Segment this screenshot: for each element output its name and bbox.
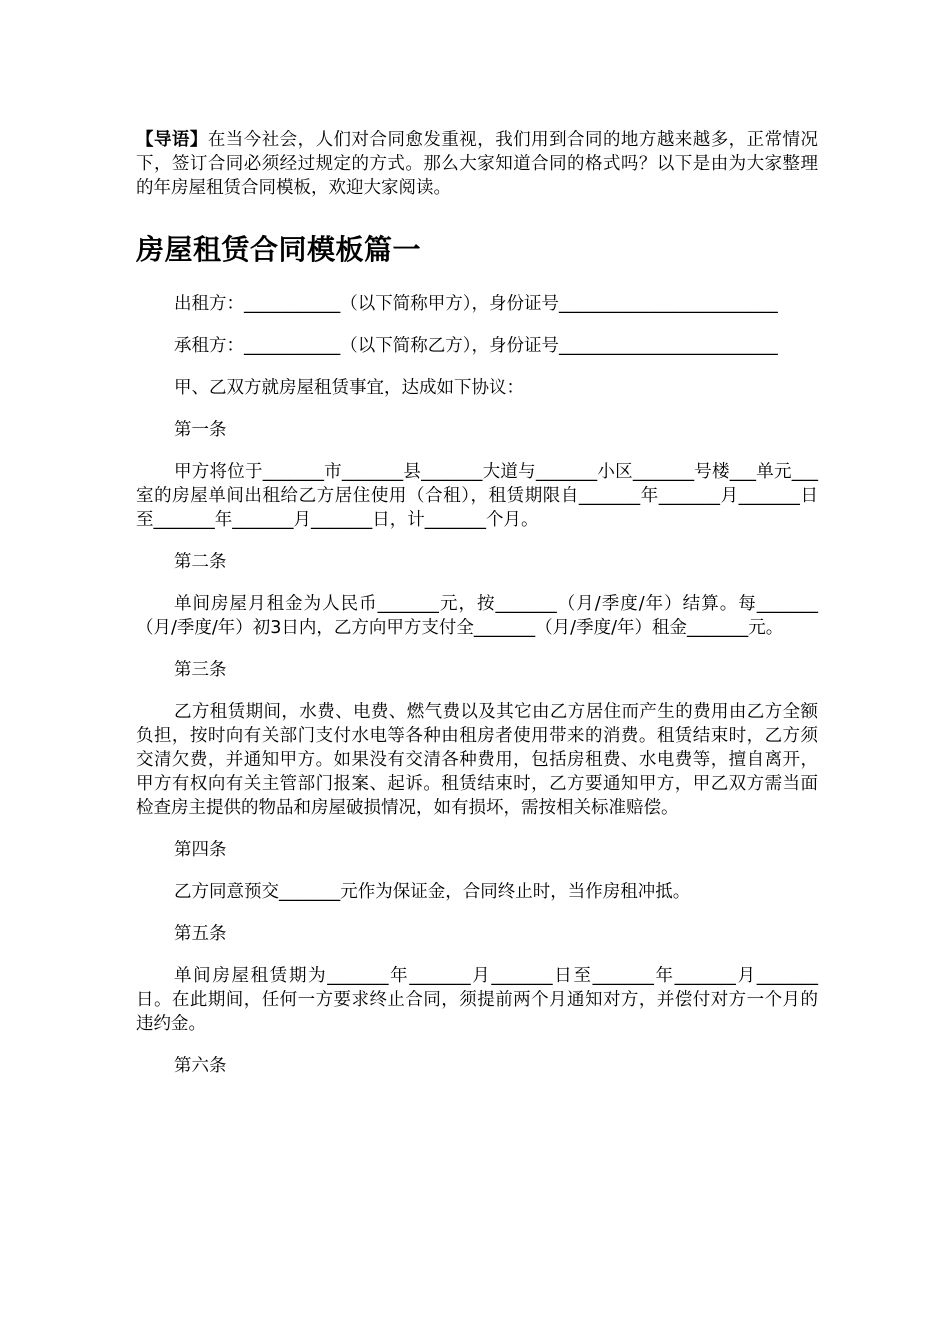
- article-5-body: 单间房屋租赁期为_______年_______月_______日至_______年_______月_______日。在此期间，任何一方要求终止合同，须提前两个月通知对方，并偿付对方一个月的违约金。: [136, 966, 818, 1034]
- article-3-heading: 第三条: [174, 660, 227, 680]
- article-6-heading: 第六条: [174, 1056, 227, 1076]
- article-1-body: 甲方将位于_______市_______县_______大道与_______小区_______号楼___单元___室的房屋单间出租给乙方居住使用（合租），租赁期限自_______年_______月_______日至_______年_______月_______日，计_______个月。: [136, 462, 818, 530]
- article-1-heading: 第一条: [174, 420, 227, 440]
- lessee-line: 承租方：___________（以下简称乙方），身份证号_________________________: [174, 336, 778, 356]
- article-2-heading: 第二条: [174, 552, 227, 572]
- document-content: [136, 128, 818, 1096]
- article-2-body: 单间房屋月租金为人民币_______元，按_______（月/季度/年）结算。每_______（月/季度/年）初3日内，乙方向甲方支付全_______（月/季度/年）租金_______元。: [136, 594, 818, 638]
- intro-tag: 【导语】: [136, 130, 208, 150]
- article-3-body: 乙方租赁期间，水费、电费、燃气费以及其它由乙方居住而产生的费用由乙方全额负担，按时向有关部门支付水电等各种由租房者使用带来的消费。租赁结束时，乙方须交清欠费，并通知甲方。如果没有交清各种费用，包括房租费、水电费等，擅自离开，甲方有权向有关主管部门报案、起诉。租赁结束时，乙方要通知甲方，甲乙双方需当面检查房主提供的物品和房屋破损情况，如有损坏，需按相关标准赔偿。: [136, 702, 818, 818]
- lessor-line: 出租方：___________（以下简称甲方），身份证号_________________________: [174, 294, 778, 314]
- page-title: 房屋租赁合同模板篇一: [136, 233, 422, 266]
- article-5-heading: 第五条: [174, 924, 227, 944]
- intro-text: 在当今社会，人们对合同愈发重视，我们用到合同的地方越来越多，正常情况下，签订合同必须经过规定的方式。那么大家知道合同的格式吗？以下是由为大家整理的年房屋租赁合同模板，欢迎大家阅读。: [136, 130, 819, 198]
- article-4-body: 乙方同意预交_______元作为保证金，合同终止时，当作房租冲抵。: [174, 882, 691, 902]
- article-4-heading: 第四条: [174, 840, 227, 860]
- agreement-line: 甲、乙双方就房屋租赁事宜，达成如下协议：: [174, 378, 524, 398]
- intro-paragraph: [136, 128, 818, 200]
